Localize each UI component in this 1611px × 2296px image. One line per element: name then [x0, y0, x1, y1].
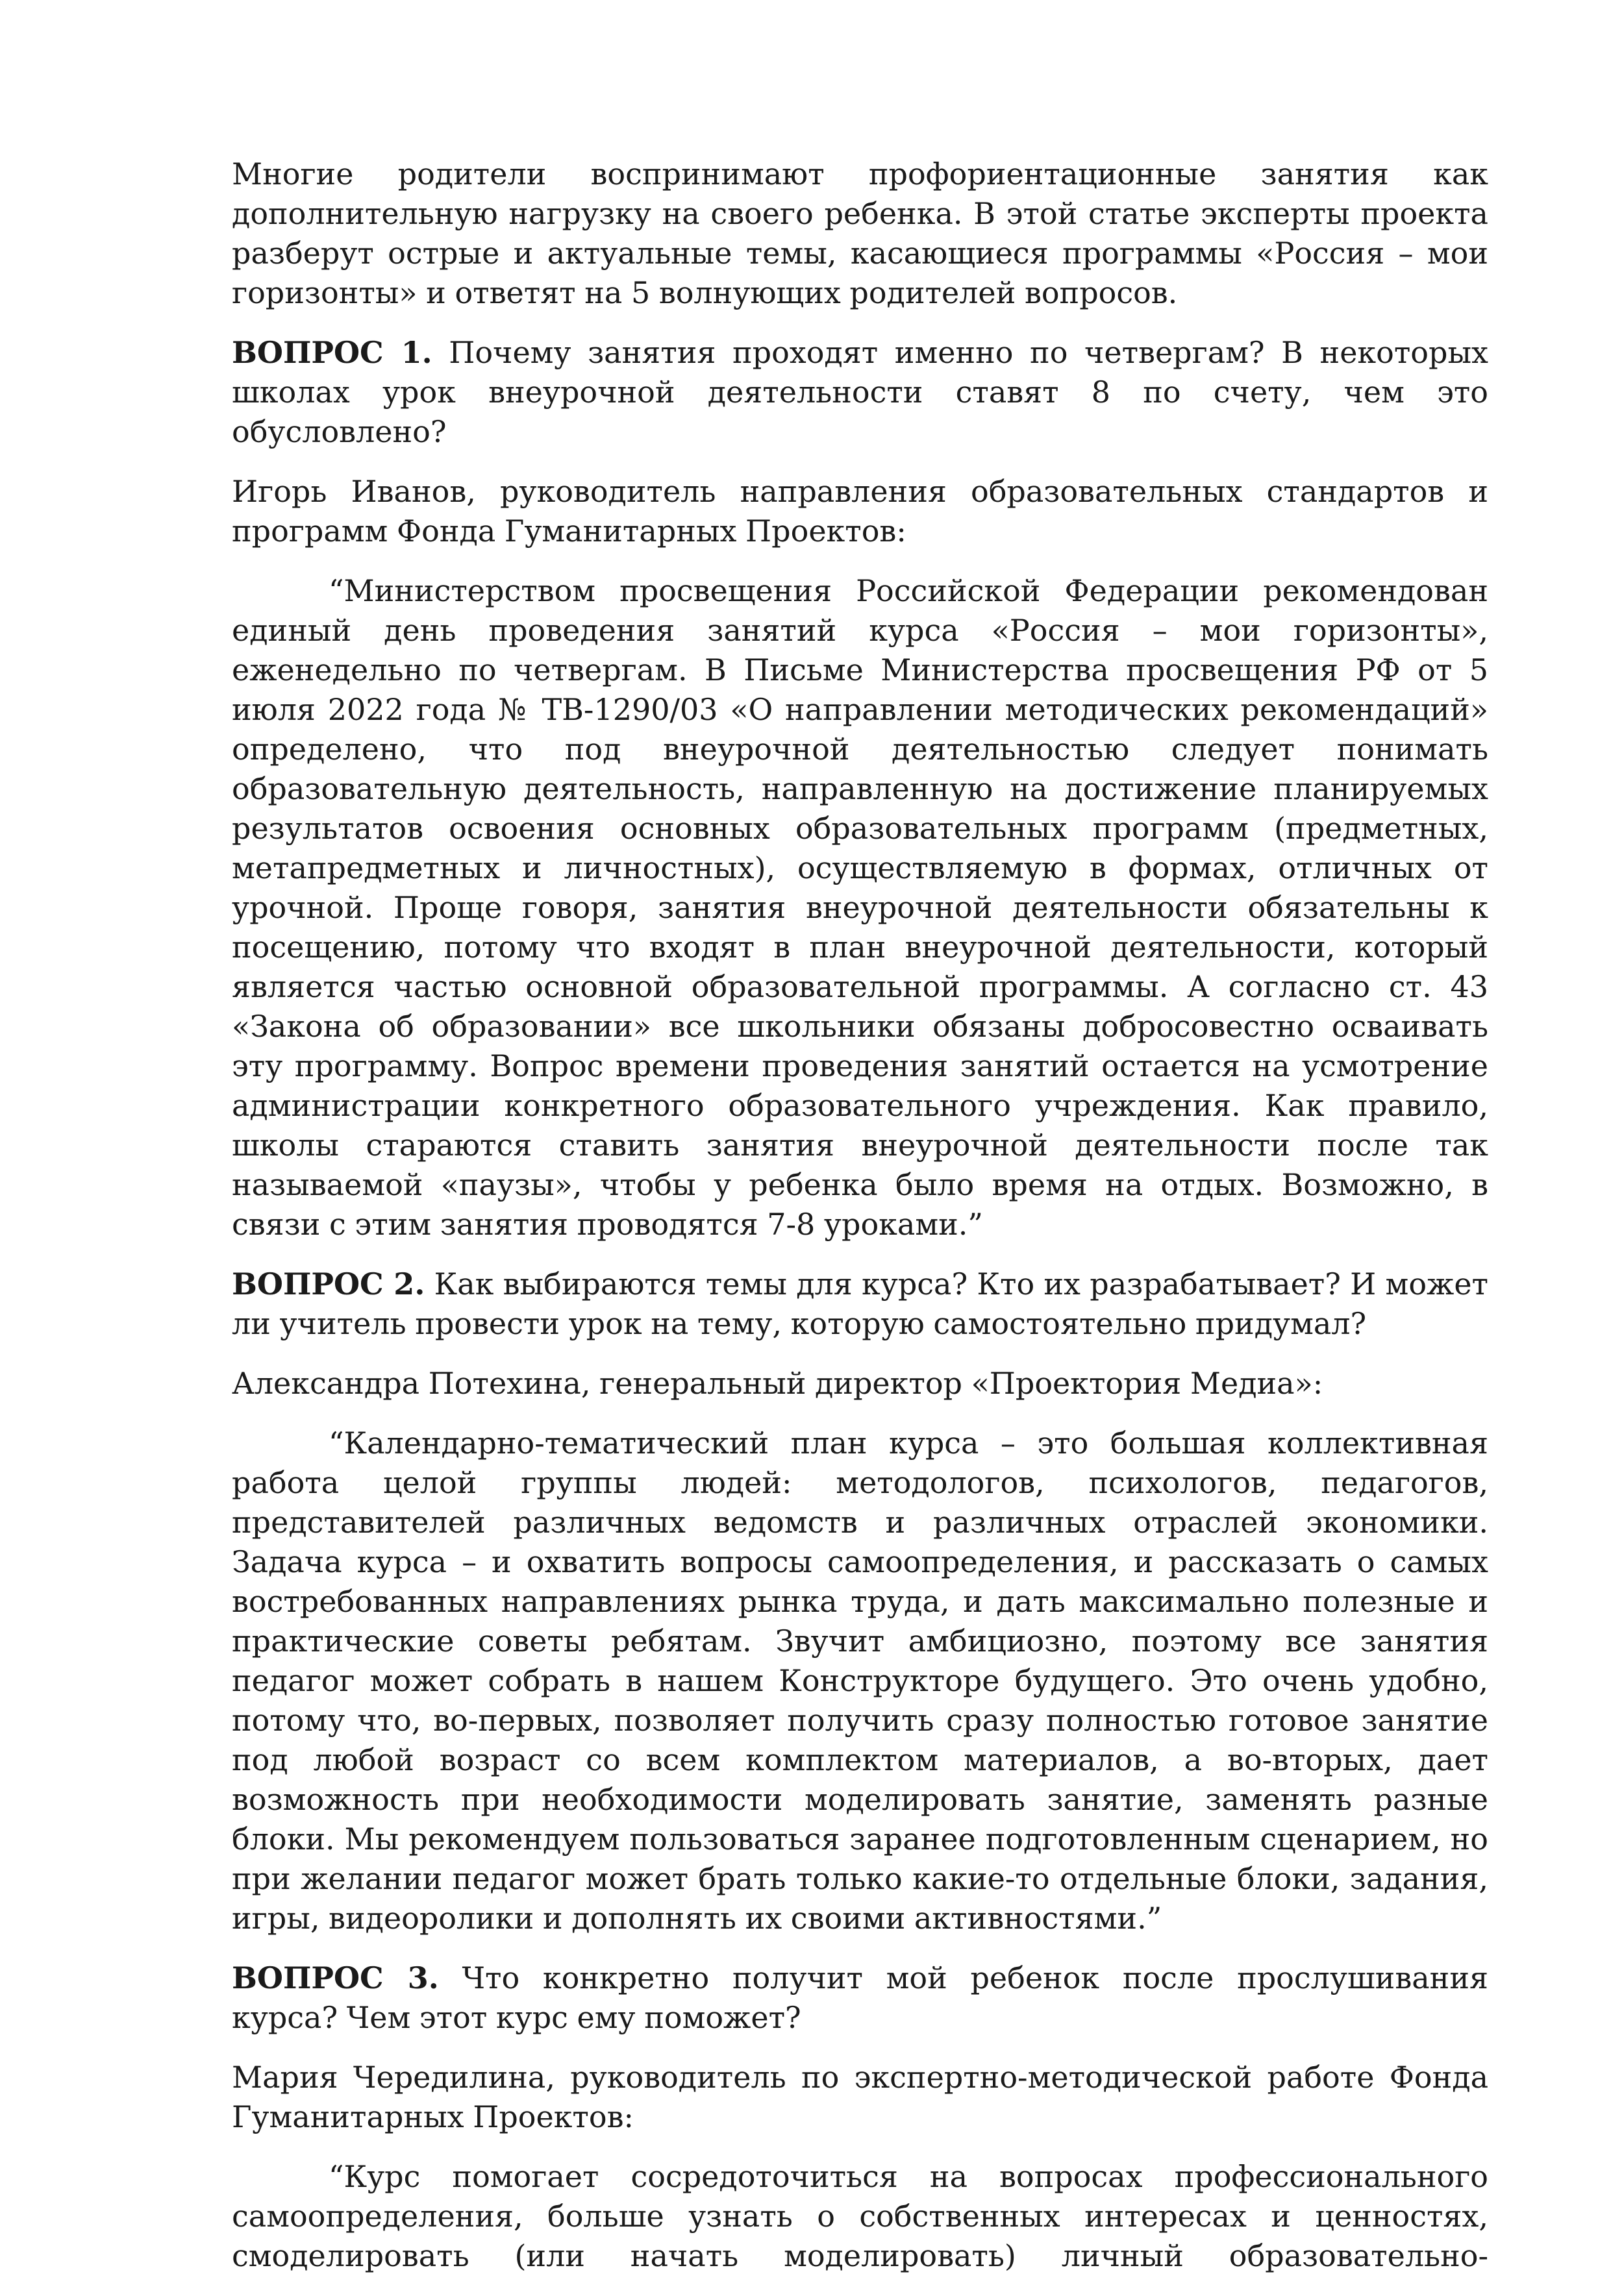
- intro-paragraph: Многие родители воспринимают профориентационные занятия как дополнительную нагрузку на своего ребенка. В этой статье эксперты проекта разберут острые и актуальные темы, касающиеся программы «Россия – мои горизонты» и ответят на 5 волнующих родителей вопросов.: [232, 156, 1488, 310]
- question-2-label: ВОПРОС 2.: [232, 1266, 425, 1302]
- question-2: [232, 1265, 1488, 1344]
- question-1-text: Почему занятия проходят именно по четвергам? В некоторых школах урок внеурочной деятельности ставят 8 по счету, чем это обусловлено?: [232, 335, 1488, 449]
- expert-2: Александра Потехина, генеральный директор «Проектория Медиа»:: [232, 1366, 1323, 1401]
- answer-1: “Министерством просвещения Российской Федерации рекомендован единый день проведения занятий курса «Россия – мои горизонты», еженедельно по четвергам. В Письме Министерства просвещения РФ от 5 июля 2022 года № ТВ-1290/03 «О направлении методических рекомендаций» определено, что под внеурочной деятельностью следует понимать образовательную деятельность, направленную на достижение планируемых результатов освоения основных образовательных программ (предметных, метапредметных и личностных), осуществляемую в формах, отличных от урочной. Проще говоря, занятия внеурочной деятельности обязательны к посещению, потому что входят в план внеурочной деятельности, который является частью основной образовательной программы. А согласно ст. 43 «Закона об образовании» все школьники обязаны добросовестно осваивать эту программу. Вопрос времени проведения занятий остается на усмотрение администрации конкретного образовательного учреждения. Как правило, школы стараются ставить занятия внеурочной деятельности после так называемой «паузы», чтобы у ребенка было время на отдых. Возможно, в связи с этим занятия проводятся 7-8 уроками.”: [232, 573, 1488, 1242]
- question-1-label: ВОПРОС 1.: [232, 335, 432, 370]
- question-2-text: Как выбираются темы для курса? Кто их разрабатывает? И может ли учитель провести урок на тему, которую самостоятельно придумал?: [232, 1266, 1488, 1341]
- document-page: [232, 154, 1488, 2296]
- question-1: [232, 333, 1488, 452]
- answer-2: “Календарно-тематический план курса – это большая коллективная работа целой группы людей: методологов, психологов, педагогов, представителей различных ведомств и различных отраслей экономики. Задача курса – и охватить вопросы самоопределения, и рассказать о самых востребованных направлениях рынка труда, и дать максимально полезные и практические советы ребятам. Звучит амбициозно, поэтому все занятия педагог может собрать в нашем Конструкторе будущего. Это очень удобно, потому что, во-первых, позволяет получить сразу полностью готовое занятие под любой возраст со всем комплектом материалов, а во-вторых, дает возможность при необходимости моделировать занятие, заменять разные блоки. Мы рекомендуем пользоваться заранее подготовленным сценарием, но при желании педагог может брать только какие-то отдельные блоки, задания, игры, видеоролики и дополнять их своими активностями.”: [232, 1426, 1488, 1936]
- expert-1: Игорь Иванов, руководитель направления образовательных стандартов и программ Фонда Гуманитарных Проектов:: [232, 474, 1488, 549]
- question-3-text: Что конкретно получит мой ребенок после прослушивания курса? Чем этот курс ему поможет?: [232, 1960, 1489, 2035]
- expert-3: Мария Чередилина, руководитель по экспертно-методической работе Фонда Гуманитарных Проектов:: [232, 2060, 1488, 2134]
- answer-3: “Курс помогает сосредоточиться на вопросах профессионального самоопределения, больше узнать о собственных интересах и ценностях, смоделировать (или начать моделировать) личный образовательно-: [232, 2159, 1488, 2273]
- question-3: [232, 1958, 1488, 2038]
- question-3-label: ВОПРОС 3.: [232, 1960, 439, 1995]
